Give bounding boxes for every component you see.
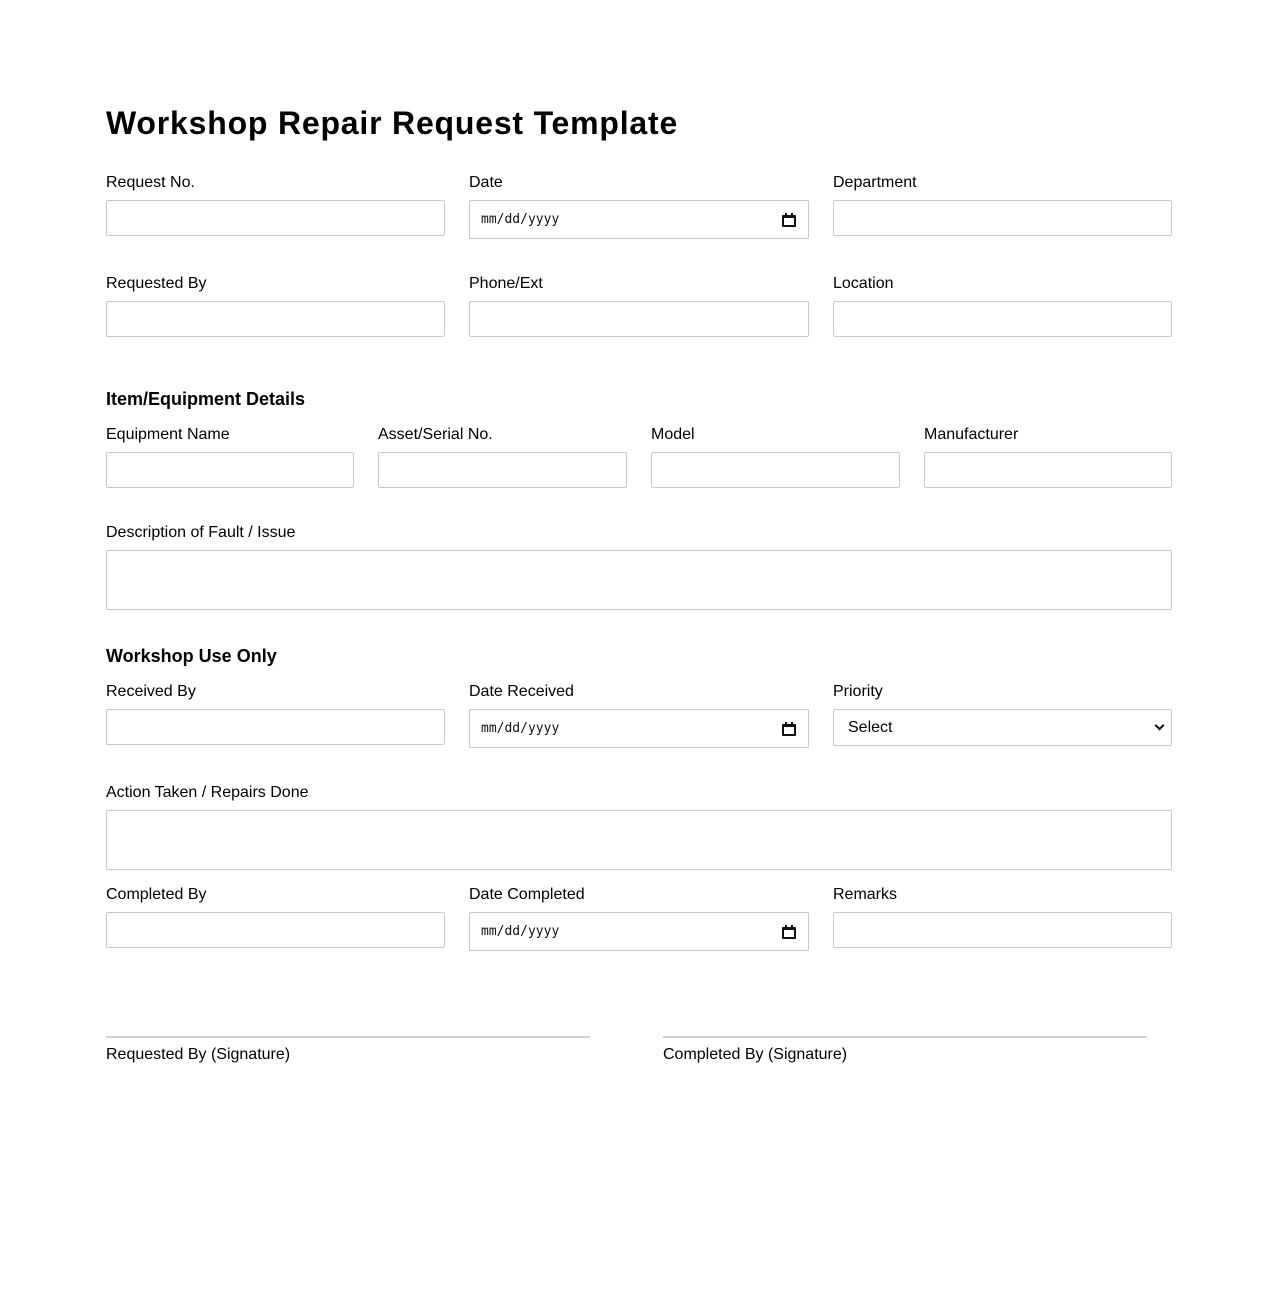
request-no-input[interactable] — [106, 200, 445, 236]
asset-serial-input[interactable] — [378, 452, 627, 488]
phone-ext-input[interactable] — [469, 301, 809, 337]
date-completed-placeholder: mm/dd/yyyy — [481, 924, 560, 939]
location-label: Location — [833, 275, 894, 292]
date-received-input[interactable] — [469, 709, 809, 748]
remarks-label: Remarks — [833, 886, 898, 903]
remarks-input[interactable] — [833, 912, 1172, 948]
action-taken-label: Action Taken / Repairs Done — [106, 784, 309, 801]
requested-by-signature-label: Requested By (Signature) — [106, 1046, 291, 1063]
date-received-label: Date Received — [469, 683, 574, 700]
priority-label: Priority — [833, 683, 883, 700]
page-title: Workshop Repair Request Template — [106, 105, 679, 141]
calendar-icon[interactable] — [782, 213, 796, 227]
calendar-icon[interactable] — [782, 925, 796, 939]
requested-by-input[interactable] — [106, 301, 445, 337]
date-placeholder: mm/dd/yyyy — [481, 212, 560, 227]
priority-selected-value: Select — [848, 718, 893, 736]
date-label: Date — [469, 174, 503, 191]
description-label: Description of Fault / Issue — [106, 524, 296, 541]
completed-by-signature-line[interactable] — [663, 1036, 1147, 1038]
equipment-name-input[interactable] — [106, 452, 354, 488]
equipment-section-heading: Item/Equipment Details — [106, 389, 306, 409]
department-input[interactable] — [833, 200, 1172, 236]
received-by-label: Received By — [106, 683, 196, 700]
received-by-input[interactable] — [106, 709, 445, 745]
action-taken-textarea[interactable] — [106, 810, 1172, 870]
workshop-section-heading: Workshop Use Only — [106, 646, 277, 666]
model-label: Model — [651, 426, 695, 443]
location-input[interactable] — [833, 301, 1172, 337]
completed-by-input[interactable] — [106, 912, 445, 948]
requested-by-label: Requested By — [106, 275, 207, 292]
asset-serial-label: Asset/Serial No. — [378, 426, 493, 443]
phone-ext-label: Phone/Ext — [469, 275, 543, 292]
description-textarea[interactable] — [106, 550, 1172, 610]
manufacturer-input[interactable] — [924, 452, 1172, 488]
date-received-placeholder: mm/dd/yyyy — [481, 721, 560, 736]
date-input[interactable] — [469, 200, 809, 239]
completed-by-label: Completed By — [106, 886, 207, 903]
calendar-icon[interactable] — [782, 722, 796, 736]
manufacturer-label: Manufacturer — [924, 426, 1019, 443]
date-completed-label: Date Completed — [469, 886, 585, 903]
priority-select[interactable] — [833, 709, 1172, 746]
model-input[interactable] — [651, 452, 900, 488]
equipment-name-label: Equipment Name — [106, 426, 230, 443]
department-label: Department — [833, 174, 917, 191]
chevron-down-icon — [1155, 721, 1165, 731]
completed-by-signature-label: Completed By (Signature) — [663, 1046, 848, 1063]
request-no-label: Request No. — [106, 174, 195, 191]
date-completed-input[interactable] — [469, 912, 809, 951]
requested-by-signature-line[interactable] — [106, 1036, 590, 1038]
